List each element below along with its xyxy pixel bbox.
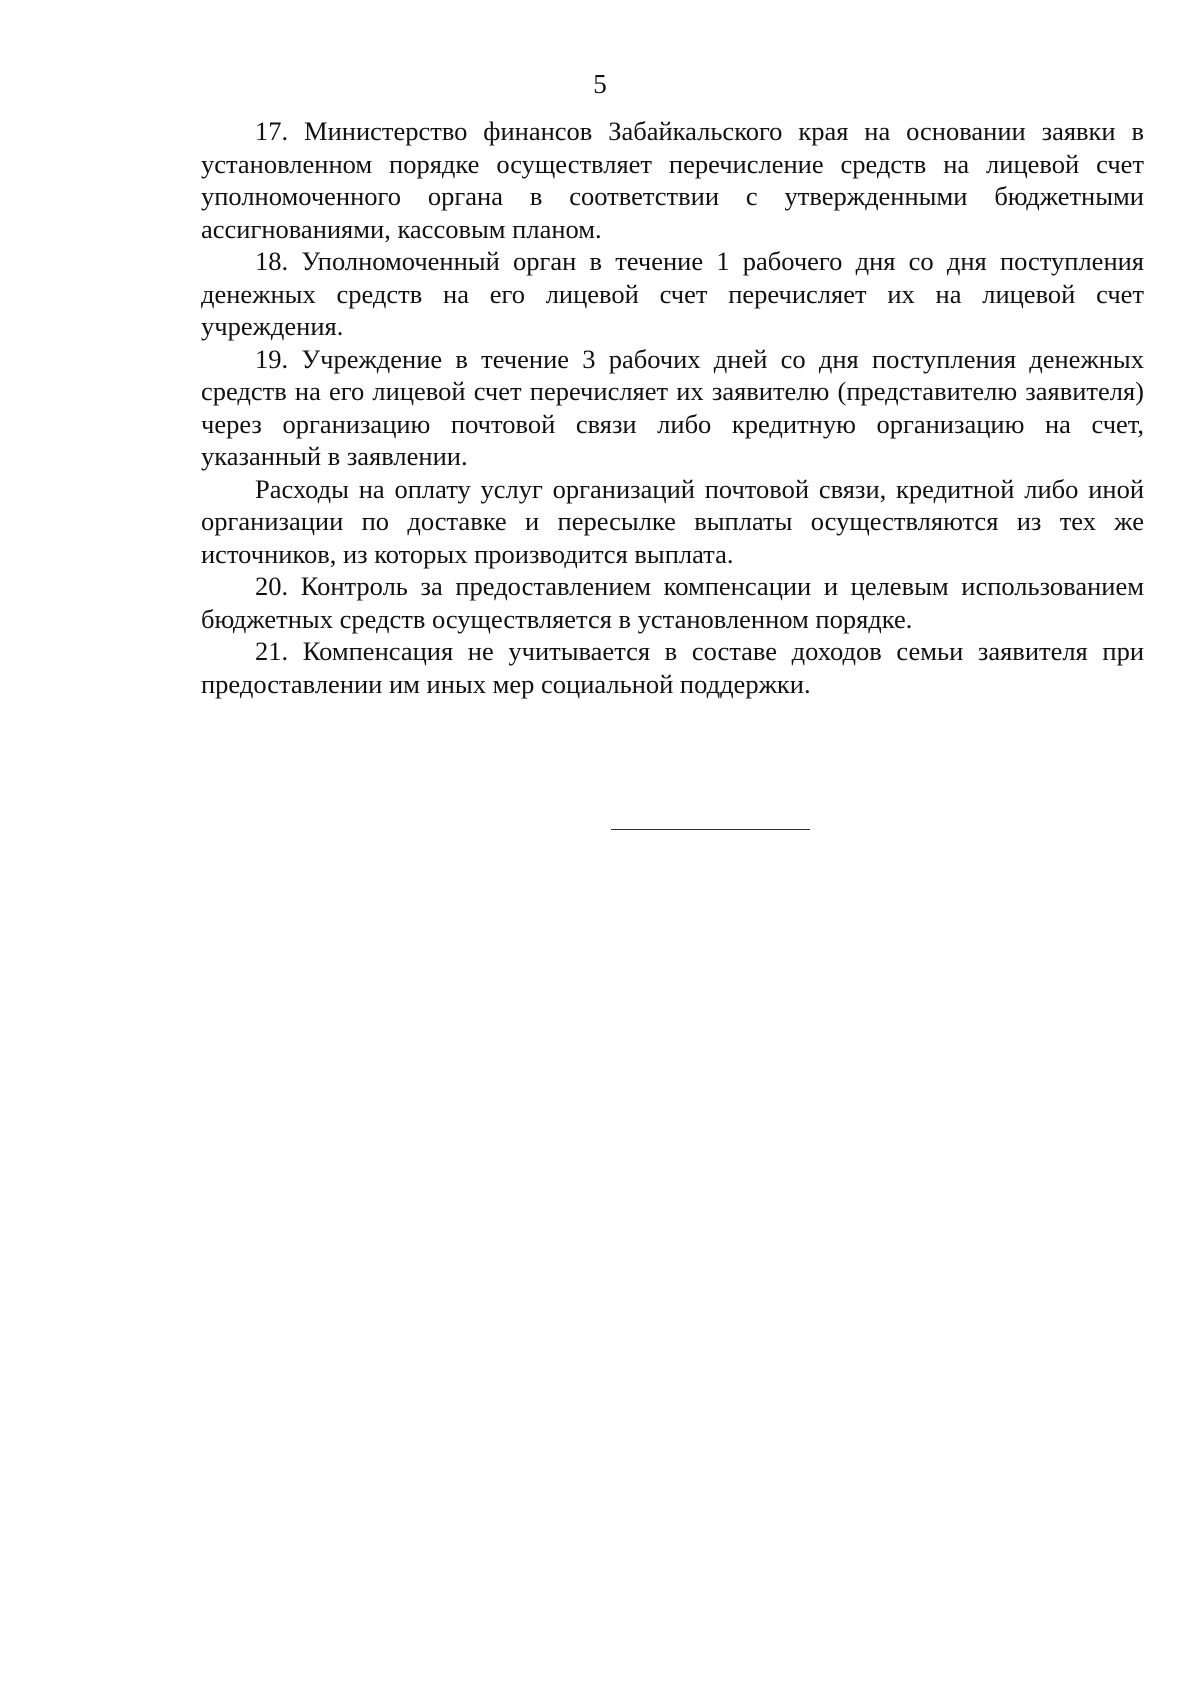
paragraph-18: 18. Уполномоченный орган в течение 1 рабочего дня со дня поступления денежных средств на его лицевой счет перечисляет их на лицевой счет учреждения. [201,246,1144,341]
end-separator-line [611,829,810,830]
paragraph-19: 19. Учреждение в течение 3 рабочих дней со дня поступления денежных средств на его лицевой счет перечисляет их заявителю (представителю заявителя) через организацию почтовой связи либо кредитную организацию на счет, указанный в заявлении. [201,343,1144,471]
paragraph-21: 21. Компенсация не учитывается в составе доходов семьи заявителя при предоставлении им иных мер социальной поддержки. [201,636,1144,699]
paragraph-19-expenses: Расходы на оплату услуг организаций почтовой связи, кредитной либо иной организации по доставке и пересылке выплаты осуществляются из тех же источников, из которых производится выплата. [201,473,1144,569]
paragraph-17: 17. Министерство финансов Забайкальского края на основании заявки в установленном порядке осуществляет перечисление средств на лицевой счет уполномоченного органа в соответствии с утвержденными бюджетными ассигнованиями, кассовым планом. [201,116,1144,244]
document-body [201,115,1144,700]
paragraph-20: 20. Контроль за предоставлением компенсации и целевым использованием бюджетных средств осуществляется в установленном порядке. [201,571,1144,634]
page-number: 5 [593,69,607,99]
